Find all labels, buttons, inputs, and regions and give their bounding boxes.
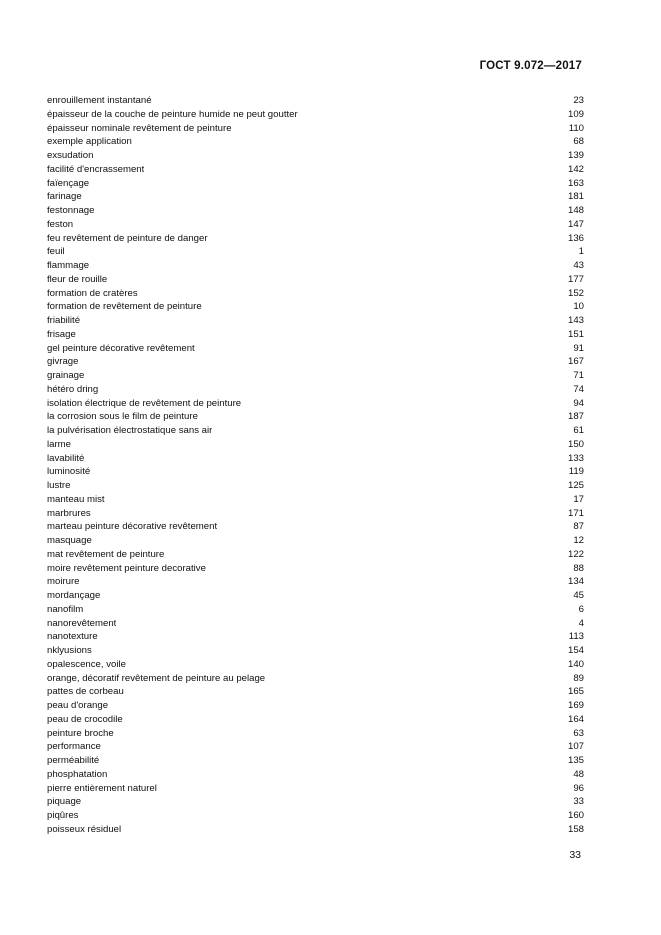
index-page-ref: 88 xyxy=(573,562,584,574)
index-entry xyxy=(47,713,584,727)
index-entry xyxy=(47,782,584,796)
index-term: mordançage xyxy=(47,590,101,601)
index-page-ref: 87 xyxy=(573,521,584,533)
index-term: isolation électrique de revêtement de peinture xyxy=(47,397,242,409)
index-term: nanotexture xyxy=(47,631,98,643)
index-entry xyxy=(47,823,584,837)
index-entry xyxy=(47,259,584,273)
index-term: opalescence, voile xyxy=(47,658,126,670)
index-page-ref: 68 xyxy=(573,136,584,148)
index-page-ref: 125 xyxy=(567,480,584,491)
index-term: épaisseur nominale revêtement de peinture xyxy=(47,122,232,134)
index-term: feuil xyxy=(47,246,65,258)
index-page-ref: 33 xyxy=(573,796,584,808)
index-page-ref: 134 xyxy=(567,576,584,588)
index-term: feu revêtement de peinture de danger xyxy=(47,232,208,244)
index-term: nanorevêtement xyxy=(47,617,117,629)
index-page-ref: 89 xyxy=(573,672,584,684)
index-page-ref: 133 xyxy=(567,452,584,464)
index-entry xyxy=(47,94,584,108)
index-entry xyxy=(47,727,584,741)
index-entry xyxy=(47,410,584,424)
index-entry xyxy=(47,740,584,754)
index-term: performance xyxy=(47,741,101,753)
index-entry xyxy=(47,438,584,452)
index-term: moire revêtement peinture decorative xyxy=(47,562,206,574)
index-entry xyxy=(47,355,584,369)
index-entry xyxy=(47,108,584,122)
index-term: facilité d'encrassement xyxy=(47,163,145,175)
index-page-ref: 160 xyxy=(567,810,584,821)
index-page-ref: 171 xyxy=(567,507,584,519)
index-entry xyxy=(47,534,584,548)
index-entry xyxy=(47,617,584,631)
index-term: piqûres xyxy=(47,810,79,821)
index-page-ref: 91 xyxy=(573,342,584,354)
index-entry xyxy=(47,369,584,383)
index-page-ref: 177 xyxy=(567,273,584,285)
index-term: peinture broche xyxy=(47,727,114,739)
index-page-ref: 119 xyxy=(568,466,584,478)
index-page-ref: 12 xyxy=(573,535,584,546)
index-term: enrouillement instantané xyxy=(47,95,152,106)
index-entry xyxy=(47,603,584,617)
index-entry xyxy=(47,493,584,507)
index-term: pattes de corbeau xyxy=(47,686,124,698)
index-entry xyxy=(47,809,584,823)
index-page-ref: 48 xyxy=(573,768,584,780)
index-page-ref: 1 xyxy=(578,246,584,258)
index-term: marbrures xyxy=(47,507,91,519)
index-page-ref: 152 xyxy=(567,287,584,299)
index-page-ref: 164 xyxy=(567,713,584,725)
index-entry xyxy=(47,218,584,232)
index-term: fleur de rouille xyxy=(47,273,108,285)
index-term: friabilité xyxy=(47,315,81,326)
index-term: mat revêtement de peinture xyxy=(47,548,165,560)
index-term: poisseux résiduel xyxy=(47,823,122,835)
index-page-ref: 110 xyxy=(568,122,584,134)
index-term: orange, décoratif revêtement de peinture au pelage xyxy=(47,672,266,684)
index-page-ref: 61 xyxy=(573,425,584,436)
index-entry xyxy=(47,754,584,768)
index-page-ref: 6 xyxy=(578,603,584,615)
index-page-ref: 4 xyxy=(578,617,584,629)
document-header: ГОСТ 9.072—2017 xyxy=(479,60,582,72)
index-entry xyxy=(47,300,584,314)
index-term: larme xyxy=(47,438,71,450)
index-entry xyxy=(47,328,584,342)
index-page-ref: 147 xyxy=(567,218,584,230)
index-page-ref: 140 xyxy=(567,658,584,670)
index-entry xyxy=(47,232,584,246)
index-page-ref: 165 xyxy=(567,686,584,698)
index-entry xyxy=(47,575,584,589)
index-entry xyxy=(47,562,584,576)
index-page-ref: 45 xyxy=(573,590,584,601)
index-page-ref: 151 xyxy=(567,328,584,340)
index-entry xyxy=(47,287,584,301)
index-page-ref: 23 xyxy=(573,95,584,106)
index-term: la pulvérisation électrostatique sans air xyxy=(47,425,213,436)
index-entry xyxy=(47,122,584,136)
index-term: peau d'orange xyxy=(47,700,109,711)
index-entry xyxy=(47,452,584,466)
index-page-ref: 163 xyxy=(567,177,584,189)
index-term: nklyusions xyxy=(47,645,92,656)
index-term: exemple application xyxy=(47,136,132,148)
index-page-ref: 158 xyxy=(567,823,584,835)
index-entry xyxy=(47,190,584,204)
index-entry xyxy=(47,685,584,699)
index-term: feston xyxy=(47,218,74,230)
index-term: perméabilité xyxy=(47,755,100,766)
index-entry xyxy=(47,424,584,438)
index-page-ref: 43 xyxy=(573,260,584,271)
index-entry xyxy=(47,672,584,686)
index-entry xyxy=(47,658,584,672)
index-entry xyxy=(47,644,584,658)
index-page-ref: 96 xyxy=(573,782,584,794)
index-term: lavabilité xyxy=(47,452,85,464)
index-entry xyxy=(47,589,584,603)
index-entry xyxy=(47,314,584,328)
index-term: marteau peinture décorative revêtement xyxy=(47,521,218,533)
index-term: manteau mist xyxy=(47,493,105,505)
index-entry xyxy=(47,273,584,287)
term-index-list xyxy=(47,94,584,837)
index-term: épaisseur de la couche de peinture humide ne peut goutter xyxy=(47,108,298,120)
index-page-ref: 107 xyxy=(567,741,584,753)
index-page-ref: 139 xyxy=(567,150,584,161)
index-term: formation de cratères xyxy=(47,287,138,299)
index-page-ref: 136 xyxy=(567,232,584,244)
index-page-ref: 17 xyxy=(573,493,584,505)
index-page-ref: 148 xyxy=(567,205,584,216)
index-term: festonnage xyxy=(47,205,95,216)
index-entry xyxy=(47,795,584,809)
index-page-ref: 122 xyxy=(567,548,584,560)
index-term: grainage xyxy=(47,370,85,381)
index-page-ref: 154 xyxy=(567,645,584,656)
index-term: farinage xyxy=(47,191,82,203)
index-term: moirure xyxy=(47,576,80,588)
index-term: exsudation xyxy=(47,150,94,161)
index-term: givrage xyxy=(47,356,79,368)
index-entry xyxy=(47,177,584,191)
index-page-ref: 135 xyxy=(567,755,584,766)
index-entry xyxy=(47,630,584,644)
index-page-ref: 181 xyxy=(567,191,584,203)
index-entry xyxy=(47,507,584,521)
index-page-ref: 109 xyxy=(567,108,584,120)
index-term: hétéro dring xyxy=(47,383,99,395)
index-entry xyxy=(47,465,584,479)
index-term: la corrosion sous le film de peinture xyxy=(47,411,198,423)
index-entry xyxy=(47,383,584,397)
index-term: faïençage xyxy=(47,177,90,189)
index-entry xyxy=(47,163,584,177)
index-entry xyxy=(47,135,584,149)
index-term: peau de crocodile xyxy=(47,713,123,725)
index-page-ref: 143 xyxy=(567,315,584,326)
index-term: piquage xyxy=(47,796,82,808)
index-page-ref: 63 xyxy=(573,727,584,739)
index-page-ref: 187 xyxy=(567,411,584,423)
index-term: gel peinture décorative revêtement xyxy=(47,342,195,354)
index-entry xyxy=(47,699,584,713)
index-page-ref: 169 xyxy=(567,700,584,711)
index-entry xyxy=(47,397,584,411)
index-term: lustre xyxy=(47,480,71,491)
index-page-ref: 142 xyxy=(567,163,584,175)
index-page-ref: 113 xyxy=(568,631,584,643)
index-term: pierre entièrement naturel xyxy=(47,782,157,794)
index-entry xyxy=(47,245,584,259)
index-entry xyxy=(47,768,584,782)
index-term: frisage xyxy=(47,328,76,340)
index-term: flammage xyxy=(47,260,90,271)
index-term: masquage xyxy=(47,535,92,546)
index-page-ref: 94 xyxy=(573,397,584,409)
index-entry xyxy=(47,204,584,218)
index-page-ref: 10 xyxy=(573,301,584,313)
index-entry xyxy=(47,342,584,356)
index-entry xyxy=(47,149,584,163)
index-entry xyxy=(47,520,584,534)
page-number: 33 xyxy=(569,849,581,861)
index-page-ref: 74 xyxy=(573,383,584,395)
index-term: luminosité xyxy=(47,466,91,478)
index-term: formation de revêtement de peinture xyxy=(47,301,202,313)
index-term: phosphatation xyxy=(47,768,108,780)
index-page-ref: 167 xyxy=(567,356,584,368)
index-entry xyxy=(47,548,584,562)
index-term: nanofilm xyxy=(47,603,84,615)
index-page-ref: 71 xyxy=(573,370,584,381)
index-page-ref: 150 xyxy=(567,438,584,450)
index-entry xyxy=(47,479,584,493)
